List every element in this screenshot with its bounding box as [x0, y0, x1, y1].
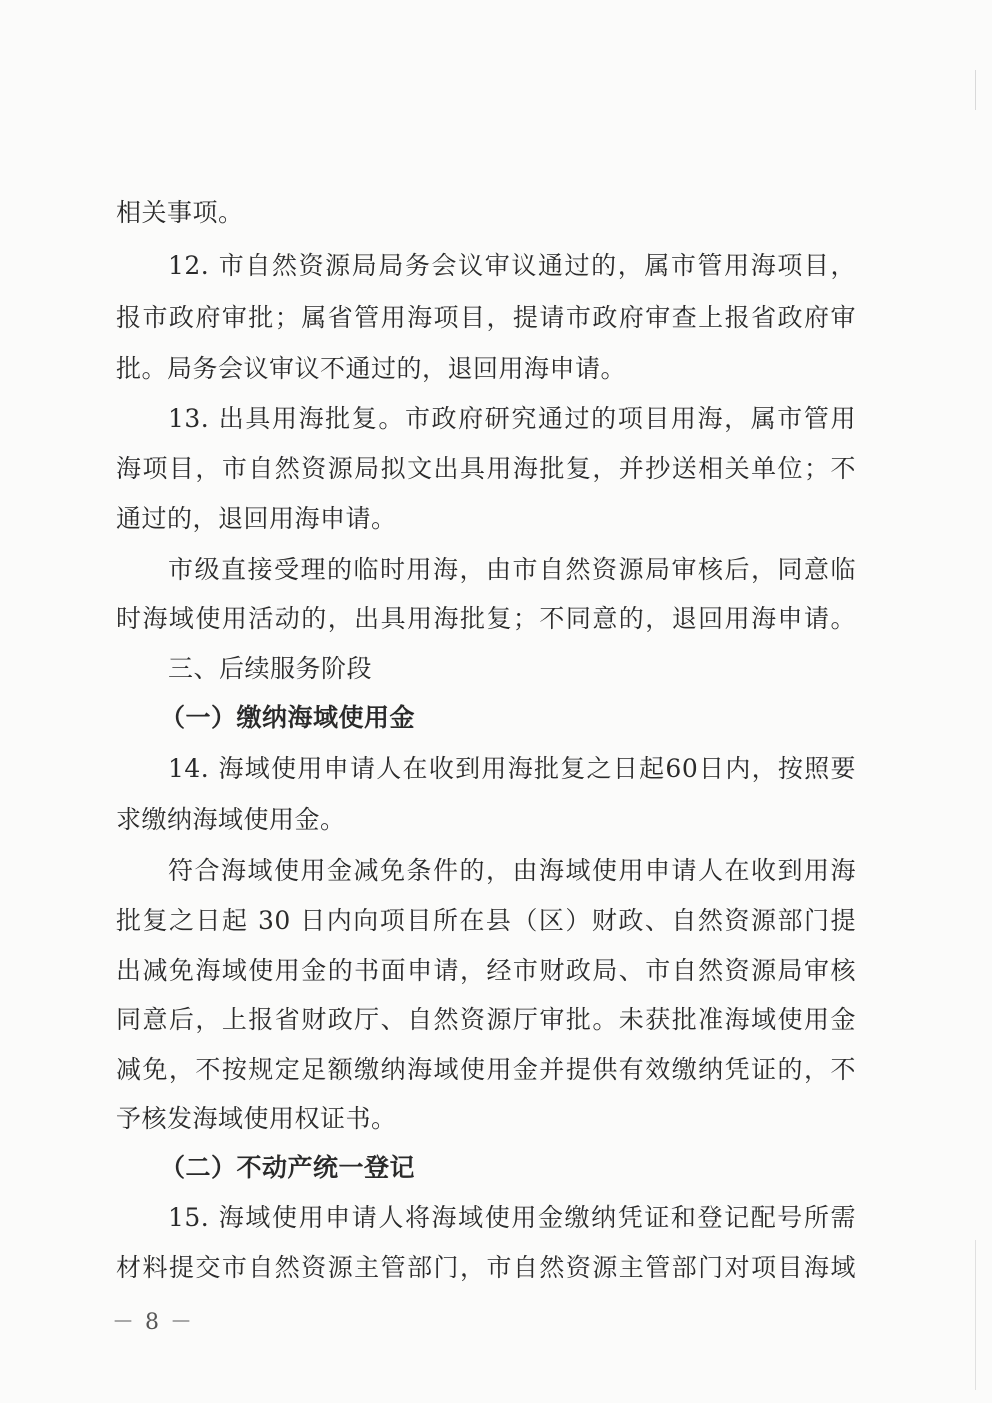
paragraph-line: 减免，不按规定足额缴纳海域使用金并提供有效缴纳凭证的，不	[116, 1055, 856, 1084]
page-number: － 8 －	[112, 1310, 194, 1335]
paragraph-line: 时海域使用活动的，出具用海批复；不同意的，退回用海申请。	[116, 604, 856, 633]
paragraph-line: 同意后，上报省财政厅、自然资源厅审批。未获批准海域使用金	[116, 1005, 856, 1034]
paragraph-line: 通过的，退回用海申请。	[116, 504, 397, 533]
subsection-heading: （二）不动产统一登记	[160, 1153, 416, 1182]
paragraph-line: 海项目，市自然资源局拟文出具用海批复，并抄送相关单位；不	[116, 454, 856, 483]
paragraph-line: 相关事项。	[116, 198, 244, 227]
paragraph-line: 材料提交市自然资源主管部门，市自然资源主管部门对项目海域	[116, 1253, 856, 1282]
paragraph-line: 15. 海域使用申请人将海域使用金缴纳凭证和登记配号所需	[168, 1203, 856, 1232]
paragraph-line: 报市政府审批；属省管用海项目，提请市政府审查上报省政府审	[116, 303, 856, 332]
section-heading: 三、后续服务阶段	[168, 654, 373, 683]
paragraph-line: 14. 海域使用申请人在收到用海批复之日起60日内，按照要	[168, 754, 856, 783]
paragraph-line: 符合海域使用金减免条件的，由海域使用申请人在收到用海	[168, 856, 856, 885]
paragraph-line: 13. 出具用海批复。市政府研究通过的项目用海，属市管用	[168, 404, 856, 433]
paragraph-line: 12. 市自然资源局局务会议审议通过的，属市管用海项目，	[168, 251, 856, 280]
paragraph-line: 批复之日起 30 日内向项目所在县（区）财政、自然资源部门提	[116, 906, 856, 935]
subsection-heading: （一）缴纳海域使用金	[160, 703, 416, 732]
paragraph-line: 出减免海域使用金的书面申请，经市财政局、市自然资源局审核	[116, 956, 856, 985]
scan-edge-mark	[975, 1240, 976, 1390]
paragraph-line: 求缴纳海域使用金。	[116, 805, 346, 834]
paragraph-line: 予核发海域使用权证书。	[116, 1104, 397, 1133]
scan-edge-mark	[975, 70, 976, 110]
paragraph-line: 市级直接受理的临时用海，由市自然资源局审核后，同意临	[168, 555, 856, 584]
paragraph-line: 批。局务会议审议不通过的，退回用海申请。	[116, 354, 627, 383]
